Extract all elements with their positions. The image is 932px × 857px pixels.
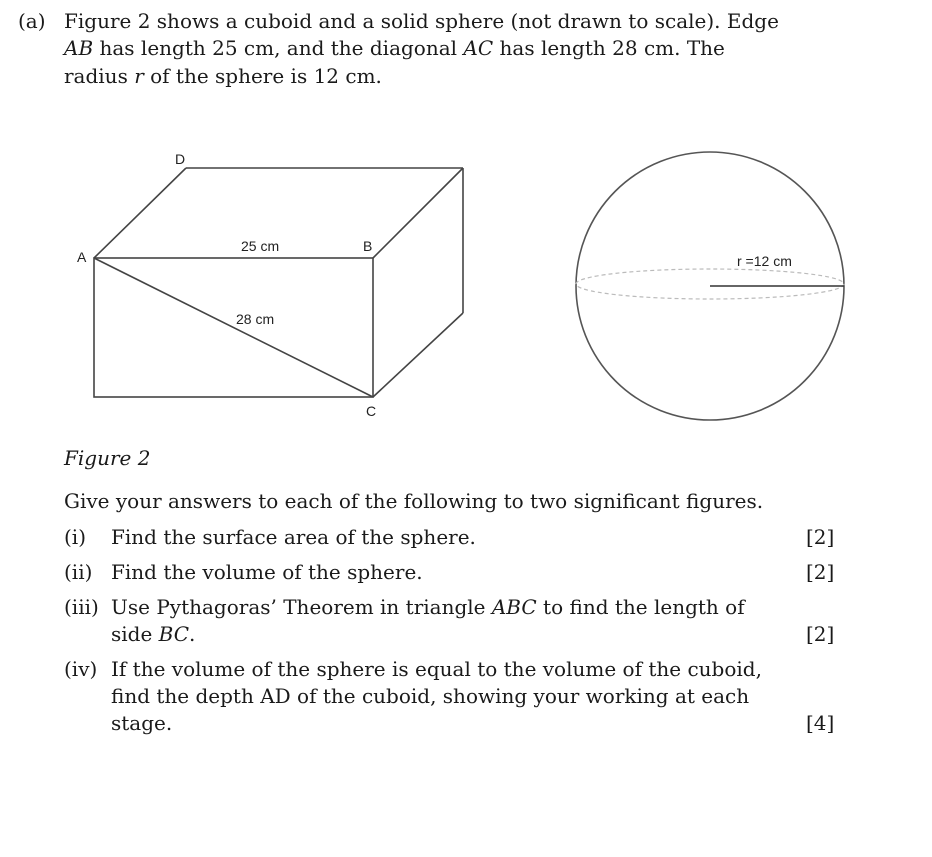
intro-line-3-b: of the sphere is 12 cm. xyxy=(143,64,382,88)
intro-ab: AB xyxy=(64,36,94,60)
q3-bc: BC xyxy=(158,622,190,646)
marks-i: [2] xyxy=(806,525,835,549)
question-num-iii: (iii) xyxy=(64,595,99,619)
marks-iii: [2] xyxy=(806,622,835,646)
edge-c-back xyxy=(373,313,463,397)
vertex-c: C xyxy=(366,403,377,419)
marks-ii: [2] xyxy=(806,560,835,584)
question-text-ii: Find the volume of the sphere. xyxy=(111,560,423,584)
vertex-b: B xyxy=(363,238,373,254)
q3-line2-b: . xyxy=(189,622,196,646)
diagonal-ac xyxy=(94,258,373,397)
cuboid xyxy=(94,168,463,397)
ac-length-label: 28 cm xyxy=(236,311,275,327)
instruction: Give your answers to each of the following to two significant figures. xyxy=(64,489,764,513)
question-text-iv-line-2: find the depth AD of the cuboid, showing your working at each xyxy=(111,684,750,708)
vertex-a: A xyxy=(77,249,87,265)
intro-r: r xyxy=(134,64,144,88)
intro-ac: AC xyxy=(463,36,494,60)
question-num-i: (i) xyxy=(64,525,87,549)
ab-length-label: 25 cm xyxy=(241,238,280,254)
question-text-i: Find the surface area of the sphere. xyxy=(111,525,476,549)
part-label: (a) xyxy=(18,9,46,33)
edge-b-top xyxy=(373,168,463,258)
question-text-iii-line-1 xyxy=(111,594,745,621)
q3-line1-b: to find the length of xyxy=(536,595,745,619)
intro-line-2-b: has length 28 cm. The xyxy=(493,36,725,60)
question-num-iv: (iv) xyxy=(64,657,98,681)
sphere-equator xyxy=(576,269,844,299)
marks-iv: [4] xyxy=(806,711,835,735)
intro-line-3-a: radius xyxy=(64,64,135,88)
question-text-iii-line-2 xyxy=(111,621,195,648)
q3-line2-a: side xyxy=(111,622,159,646)
vertex-d: D xyxy=(175,151,186,167)
q3-line1-a: Use Pythagoras’ Theorem in triangle xyxy=(111,595,492,619)
edge-ad xyxy=(94,168,186,258)
intro-line-1: Figure 2 shows a cuboid and a solid sphere (not drawn to scale). Edge xyxy=(64,9,779,33)
figure-caption: Figure 2 xyxy=(64,446,151,470)
radius-label: r =12 cm xyxy=(737,253,792,269)
question-text-iv-line-1: If the volume of the sphere is equal to the volume of the cuboid, xyxy=(111,657,762,681)
question-num-ii: (ii) xyxy=(64,560,93,584)
intro-line-2-a: has length 25 cm, and the diagonal xyxy=(93,36,464,60)
sphere xyxy=(576,152,844,420)
question-text-iv-line-3: stage. xyxy=(111,711,173,735)
q3-abc: ABC xyxy=(491,595,537,619)
